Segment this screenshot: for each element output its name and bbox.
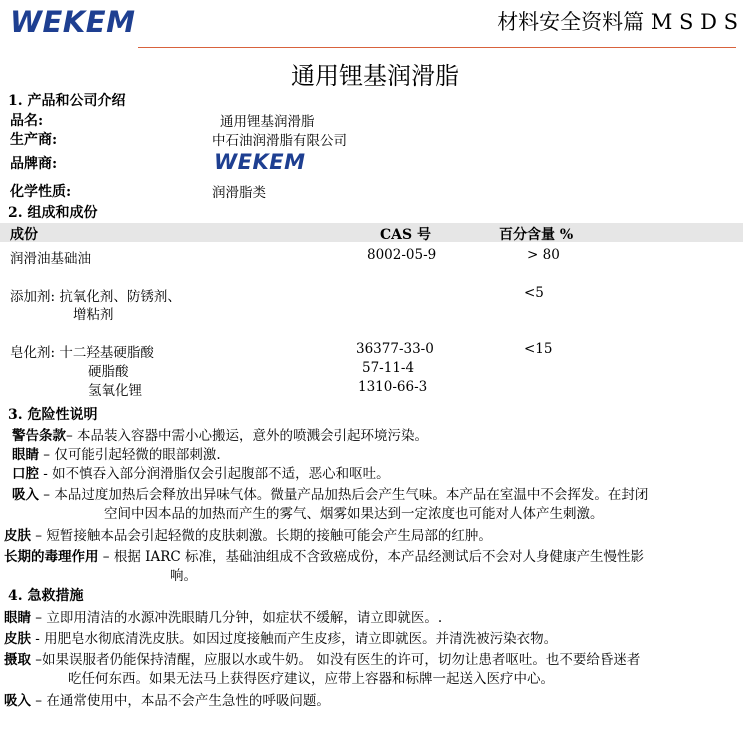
hazard-text: – 根据 IARC 标准，基础油组成不含致癌成份，本产品经测试后不会对人身健康产生慢性影 xyxy=(98,549,644,565)
first-aid-label: 眼睛 xyxy=(4,610,31,626)
first-aid-label: 皮肤 xyxy=(4,631,31,647)
component-percent: <5 xyxy=(524,285,544,301)
hazard-inhalation-continued: 空间中因本品的加热而产生的雾气、烟雾如果达到一定浓度也可能对人体产生刺激。 xyxy=(104,506,604,522)
first-aid-text: - 用肥皂水彻底清洗皮肤。如因过度接触而产生皮疹，请立即就医。并清洗被污染衣物。 xyxy=(31,631,558,647)
chemical-nature-value: 润滑脂类 xyxy=(212,185,266,201)
component-name: 添加剂: 抗氧化剂、防锈剂、 xyxy=(10,289,181,305)
section-4-heading: 4. 急救措施 xyxy=(8,588,84,604)
first-aid-text: – 立即用清洁的水源冲洗眼睛几分钟，如症状不缓解，请立即就医。. xyxy=(31,610,443,626)
hazard-label: 长期的毒理作用 xyxy=(4,549,99,565)
hazard-text: – 仅可能引起轻微的眼部刺激. xyxy=(39,447,221,463)
component-name: 皂化剂: 十二羟基硬脂酸 xyxy=(10,345,154,361)
hazard-skin xyxy=(4,524,492,544)
component-percent: <15 xyxy=(524,341,553,357)
first-aid-ingestion-continued: 吃任何东西。如果无法马上获得医疗建议，应带上容器和标牌一起送入医疗中心。 xyxy=(68,671,554,687)
first-aid-skin xyxy=(4,627,557,647)
hazard-label: 吸入 xyxy=(12,487,39,503)
hazard-chronic-continued: 响。 xyxy=(170,568,197,584)
hazard-label: 口腔 xyxy=(12,466,39,482)
component-name: 氢氧化锂 xyxy=(88,383,142,399)
section-1-heading: 1. 产品和公司介绍 xyxy=(8,93,126,109)
component-name: 硬脂酸 xyxy=(88,364,129,380)
section-2-heading: 2. 组成和成份 xyxy=(8,205,98,221)
hazard-label: 皮肤 xyxy=(4,528,31,544)
product-name-label: 品名: xyxy=(10,113,44,129)
first-aid-label: 吸入 xyxy=(4,693,31,709)
msds-header-title: 材料安全资料篇 M S D S xyxy=(497,10,738,34)
brand-logo-value: WEKEM xyxy=(214,150,306,174)
hazard-inhalation xyxy=(12,483,648,503)
first-aid-ingestion xyxy=(4,648,640,668)
product-name-value: 通用锂基润滑脂 xyxy=(220,114,315,130)
column-header-cas: CAS 号 xyxy=(380,227,431,243)
header-divider xyxy=(138,47,736,48)
hazard-text: – 短暂接触本品会引起轻微的皮肤刺激。长期的接触可能会产生局部的红肿。 xyxy=(31,528,492,544)
hazard-warning xyxy=(12,424,428,444)
composition-table-header-bar xyxy=(0,223,743,242)
brand-label: 品牌商: xyxy=(10,156,58,172)
manufacturer-value: 中石油润滑脂有限公司 xyxy=(212,133,347,149)
column-header-component: 成份 xyxy=(10,227,38,243)
hazard-label: 眼睛 xyxy=(12,447,39,463)
component-cas: 57-11-4 xyxy=(362,360,415,376)
hazard-text: - 如不慎吞入部分润滑脂仅会引起腹部不适，恶心和呕吐。 xyxy=(39,466,390,482)
first-aid-inhalation xyxy=(4,689,330,709)
component-name-continued: 增粘剂 xyxy=(73,307,114,323)
hazard-text: – 本品装入容器中需小心搬运，意外的喷溅会引起环境污染。 xyxy=(66,428,429,444)
hazard-label: 警告条款 xyxy=(12,428,66,444)
hazard-eyes xyxy=(12,443,221,463)
first-aid-eyes xyxy=(4,606,442,626)
hazard-mouth xyxy=(12,462,390,482)
hazard-chronic xyxy=(4,545,644,565)
document-title: 通用锂基润滑脂 xyxy=(291,62,459,90)
hazard-text: – 本品过度加热后会释放出异味气体。微量产品加热后会产生气味。本产品在室温中不会挥发。在封闭 xyxy=(39,487,649,503)
column-header-percent: 百分含量 % xyxy=(499,227,574,243)
chemical-nature-label: 化学性质: xyxy=(10,184,72,200)
component-percent: > 80 xyxy=(527,247,560,263)
section-3-heading: 3. 危险性说明 xyxy=(8,407,98,423)
brand-logo: WEKEM xyxy=(10,5,136,39)
first-aid-label: 摄取 xyxy=(4,652,31,668)
manufacturer-label: 生产商: xyxy=(10,132,58,148)
component-cas: 36377-33-0 xyxy=(356,341,434,357)
component-cas: 8002-05-9 xyxy=(367,247,437,263)
first-aid-text: –如果误服者仍能保持清醒，应服以水或牛奶。 如没有医生的许可，切勿让患者呕吐。也不要给昏迷者 xyxy=(31,652,641,668)
component-name: 润滑油基础油 xyxy=(10,251,91,267)
first-aid-text: – 在通常使用中，本品不会产生急性的呼吸问题。 xyxy=(31,693,330,709)
component-cas: 1310-66-3 xyxy=(358,379,428,395)
